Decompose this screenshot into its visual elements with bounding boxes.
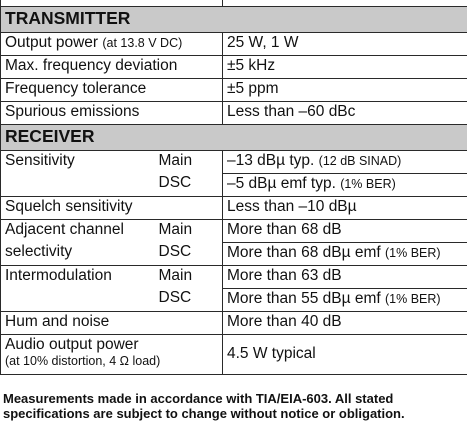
transmitter-heading: TRANSMITTER [1,6,467,32]
transmitter-section-header [1,6,467,32]
spec-row-intermod-main [1,265,467,288]
intermod-dsc-value-text: More than 55 dBµ emf [227,289,381,307]
spurious-emissions-value: Less than –60 dBc [223,101,467,124]
spec-row-audio-output [1,334,467,374]
output-power-value: 25 W, 1 W [223,32,467,55]
footnote: Measurements made in accordance with TIA/EIA-603. All stated specifications are subject to change without notice or obligation. [3,391,405,421]
audio-output-note: (at 10% distortion, 4 Ω load) [5,353,161,368]
sensitivity-label: Sensitivity [1,150,156,196]
sensitivity-main-value [223,150,467,173]
spec-row-spurious-emissions [1,101,467,124]
intermod-dsc-label: DSC [156,288,223,311]
receiver-section-header [1,124,467,150]
spec-row-output-power [1,32,467,55]
adjacent-dsc-label: DSC [156,242,223,265]
frequency-tolerance-value: ±5 ppm [223,78,467,101]
spec-row-adjacent-main [1,219,467,242]
spurious-emissions-label: Spurious emissions [1,101,223,124]
audio-output-label-text: Audio output power [5,335,139,353]
sensitivity-main-value-text: –13 dBµ typ. [227,151,315,169]
hum-noise-label: Hum and noise [1,311,223,334]
audio-output-value: 4.5 W typical [223,334,467,374]
frequency-deviation-value: ±5 kHz [223,55,467,78]
hum-noise-value: More than 40 dB [223,311,467,334]
receiver-heading: RECEIVER [1,124,467,150]
frequency-tolerance-label: Frequency tolerance [1,78,223,101]
sensitivity-dsc-value [223,173,467,196]
squelch-value: Less than –10 dBµ [223,196,467,219]
frequency-deviation-label: Max. frequency deviation [1,55,223,78]
intermod-main-value: More than 63 dB [223,265,467,288]
spec-row-hum-noise [1,311,467,334]
adjacent-dsc-value-text: More than 68 dBµ emf [227,243,381,261]
intermod-dsc-value [223,288,467,311]
intermod-label: Intermodulation [1,265,156,311]
adjacent-main-value: More than 68 dB [223,219,467,242]
intermod-main-label: Main [156,265,223,288]
output-power-note: (at 13.8 V DC) [102,35,183,50]
sensitivity-main-note: (12 dB SINAD) [318,153,402,168]
output-power-label [1,32,223,55]
squelch-label: Squelch sensitivity [1,196,223,219]
spec-row-adjacent-dsc [1,242,467,265]
spec-row-squelch [1,196,467,219]
adjacent-label-line2: selectivity [1,242,156,265]
sensitivity-dsc-note: (1% BER) [340,176,396,191]
adjacent-dsc-note: (1% BER) [385,245,441,260]
spec-row-frequency-deviation [1,55,467,78]
intermod-dsc-note: (1% BER) [385,291,441,306]
sensitivity-main-label: Main [156,150,223,173]
spec-row-frequency-tolerance [1,78,467,101]
sensitivity-dsc-label: DSC [156,173,223,196]
sensitivity-dsc-value-text: –5 dBµ emf typ. [227,174,336,192]
output-power-label-text: Output power [5,33,99,51]
adjacent-main-label: Main [156,219,223,242]
adjacent-dsc-value [223,242,467,265]
spec-row-sensitivity-main [1,150,467,173]
adjacent-label-line1: Adjacent channel [1,219,156,242]
audio-output-label [1,334,223,374]
